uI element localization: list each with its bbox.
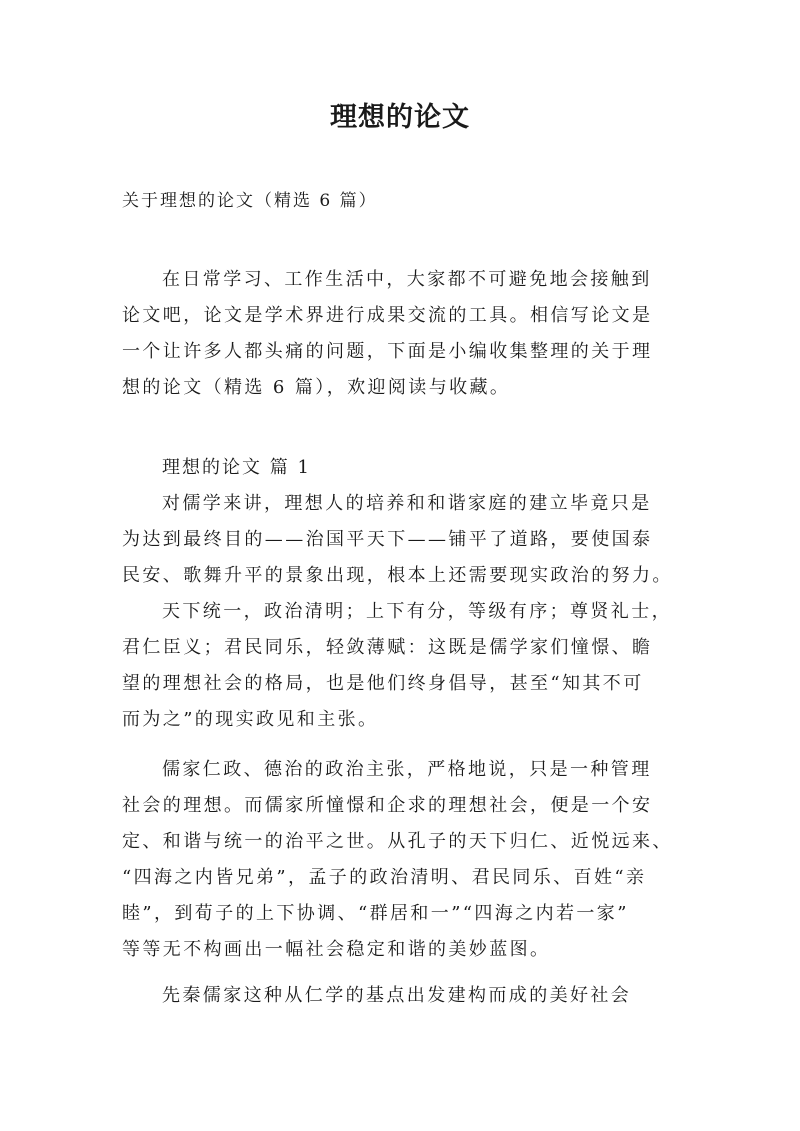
paragraph-line: “四海之内皆兄弟”，孟子的政治清明、君民同乐、百姓“亲 xyxy=(122,867,647,888)
document-subtitle: 关于理想的论文（精选 6 篇） xyxy=(122,191,378,211)
paragraph-line: 儒家仁政、德治的政治主张，严格地说，只是一种管理 xyxy=(162,759,652,780)
paragraph-line: 睦”，到荀子的上下协调、“群居和一”“四海之内若一家” xyxy=(122,903,629,924)
paragraph-3 xyxy=(122,752,682,968)
paragraph-1 xyxy=(122,486,682,594)
paragraph-line: 先秦儒家这种从仁学的基点出发建构而成的美好社会 xyxy=(162,985,632,1006)
paragraph-2 xyxy=(122,594,682,738)
intro-line: 一个让许多人都头痛的问题，下面是小编收集整理的关于理 xyxy=(122,341,653,362)
paragraph-line: 望的理想社会的格局，也是他们终身倡导，甚至“知其不可 xyxy=(122,673,644,694)
paragraph-line: 等等无不构画出一幅社会稳定和谐的美妙蓝图。 xyxy=(122,939,551,960)
paragraph-line: 民安、歌舞升平的景象出现，根本上还需要现实政治的努力。 xyxy=(122,565,673,586)
intro-line: 论文吧，论文是学术界进行成果交流的工具。相信写论文是 xyxy=(122,305,653,326)
paragraph-line: 为达到最终目的——治国平天下——铺平了道路，要使国泰 xyxy=(122,529,653,550)
intro-line: 想的论文（精选 6 篇），欢迎阅读与收藏。 xyxy=(122,377,511,398)
document-title: 理想的论文 xyxy=(330,102,470,133)
paragraph-line: 定、和谐与统一的治平之世。从孔子的天下归仁、近悦远来、 xyxy=(122,831,673,852)
paragraph-4 xyxy=(122,978,682,1014)
paragraph-line: 君仁臣义；君民同乐，轻敛薄赋：这既是儒学家们憧憬、瞻 xyxy=(122,637,653,658)
paragraph-line: 天下统一，政治清明；上下有分，等级有序；尊贤礼士， xyxy=(162,601,672,622)
paragraph-line: 而为之”的现实政见和主张。 xyxy=(122,709,379,730)
paragraph-line: 社会的理想。而儒家所憧憬和企求的理想社会，便是一个安 xyxy=(122,795,653,816)
intro-line: 在日常学习、工作生活中，大家都不可避免地会接触到 xyxy=(162,269,652,290)
intro-paragraph xyxy=(122,262,682,406)
section-heading: 理想的论文 篇 1 xyxy=(162,457,311,478)
paragraph-line: 对儒学来讲，理想人的培养和和谐家庭的建立毕竟只是 xyxy=(162,493,652,514)
